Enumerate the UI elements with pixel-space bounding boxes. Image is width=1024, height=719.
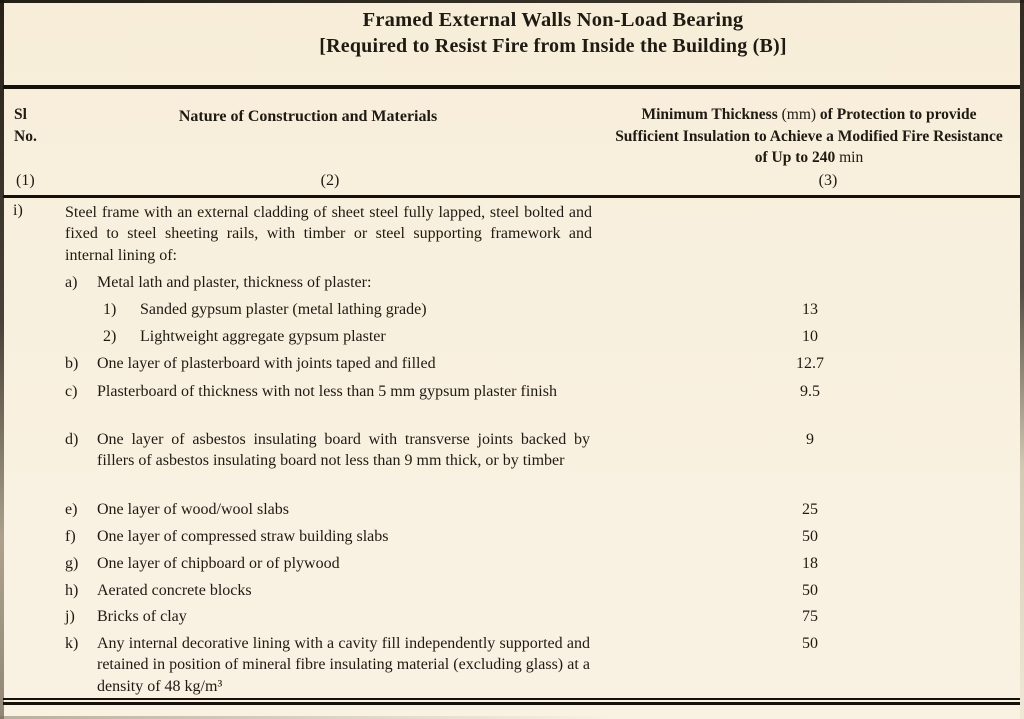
rule-bottom-thick — [3, 702, 1020, 705]
thickness-value: 9.5 — [800, 383, 820, 400]
thickness-value: 13 — [802, 301, 818, 318]
row-i-paragraph: Steel frame with an external cladding of sheet steel fully lapped, steel bolted and fixed to steel sheeting rails, with timber or steel supporting framework and internal lining of: — [65, 204, 592, 264]
row-serial-label: i) — [13, 202, 23, 219]
item-j-marker: j) — [65, 608, 75, 625]
item-d-text: One layer of asbestos insulating board with transverse joints backed by fillers of asbestos insulating board not less than 9 mm thick, or by timber — [97, 431, 590, 470]
item-k-text: Any internal decorative lining with a cavity fill independently supported and retained in position of mineral fibre insulating material (excluding glass) at a density of 48 kg/m³ — [97, 635, 590, 695]
item-f-text: One layer of compressed straw building slabs — [97, 528, 389, 545]
item-a-marker: a) — [65, 274, 78, 291]
page-subtitle: [Required to Resist Fire from Inside the Building (B)] — [319, 35, 787, 57]
thickness-value: 9 — [806, 431, 814, 448]
item-2-text: Lightweight aggregate gypsum plaster — [140, 328, 386, 345]
item-g-text: One layer of chipboard or of plywood — [97, 555, 340, 572]
item-b-marker: b) — [65, 355, 79, 372]
item-1-text: Sanded gypsum plaster (metal lathing grade) — [140, 301, 427, 318]
header-col3-thickness — [608, 104, 1010, 169]
thickness-value: 75 — [802, 608, 818, 625]
header-col3-number: (3) — [818, 172, 838, 189]
thickness-value: 50 — [802, 582, 818, 599]
item-c-text: Plasterboard of thickness with not less than 5 mm gypsum plaster finish — [97, 383, 557, 400]
item-e-text: One layer of wood/wool slabs — [97, 501, 289, 518]
header-col1-sl-no — [14, 104, 74, 147]
item-2-marker: 2) — [103, 328, 117, 345]
item-h-marker: h) — [65, 582, 79, 599]
rule-under-header — [3, 195, 1020, 198]
rule-bottom-thin — [3, 698, 1020, 700]
rule-under-title — [3, 85, 1020, 89]
thickness-value: 10 — [802, 328, 818, 345]
thickness-value: 18 — [802, 555, 818, 572]
page-edge-right — [1020, 0, 1024, 719]
item-d-marker: d) — [65, 431, 79, 448]
page-title: Framed External Walls Non-Load Bearing — [362, 9, 744, 31]
item-f-marker: f) — [65, 528, 76, 545]
header-col2-nature: Nature of Construction and Materials — [178, 108, 438, 125]
item-h-text: Aerated concrete blocks — [97, 582, 252, 599]
header-col3-bold2: of Protection to provide Sufficient Insulation to Achieve a Modified Fire Resistance of Up to 240 — [615, 106, 1003, 166]
item-a-text: Metal lath and plaster, thickness of plaster: — [97, 274, 372, 291]
item-e-marker: e) — [65, 501, 78, 518]
thickness-value: 50 — [802, 635, 818, 652]
item-1-marker: 1) — [103, 301, 117, 318]
item-j-text: Bricks of clay — [97, 608, 187, 625]
header-col1-line2: No. — [14, 127, 37, 145]
header-col1-number: (1) — [16, 172, 35, 189]
item-g-marker: g) — [65, 555, 79, 572]
header-col3-bold1: Minimum Thickness — [641, 106, 778, 123]
header-col3-reg2: min — [839, 149, 864, 166]
thickness-value: 50 — [802, 528, 818, 545]
thickness-value: 25 — [802, 501, 818, 518]
item-k-marker: k) — [65, 635, 79, 652]
header-col3-reg1: (mm) — [781, 106, 817, 123]
header-col1-line1: Sl — [14, 106, 27, 123]
page-edge-left — [0, 0, 4, 719]
item-b-text: One layer of plasterboard with joints taped and filled — [97, 355, 436, 372]
page-edge-top — [0, 0, 1024, 3]
item-c-marker: c) — [65, 383, 78, 400]
thickness-value: 12.7 — [796, 355, 824, 372]
header-col2-number: (2) — [320, 172, 340, 189]
